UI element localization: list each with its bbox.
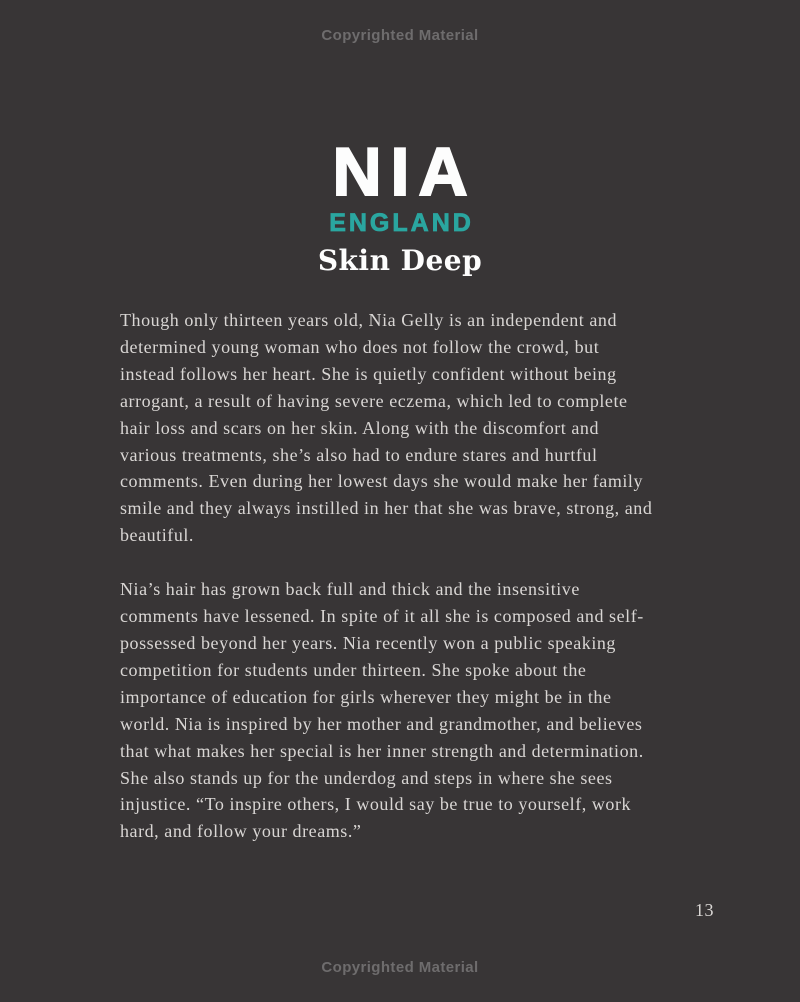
text-line: Though only thirteen years old, Nia Gelly is an independent and [120,310,618,330]
page-number: 13 [695,900,714,920]
text-line: that what makes her special is her inner strength and determination. [120,740,644,761]
text-line: hard, and follow your dreams.” [120,821,362,842]
text-line: importance of education for girls wherever they might be in the [120,686,612,707]
copyright-watermark-bottom: Copyrighted Material [321,959,479,976]
copyright-watermark-top: Copyrighted Material [321,27,479,44]
profile-country-subtitle: ENGLAND [329,209,474,237]
text-line: various treatments, she’s also had to endure stares and hurtful [120,444,598,465]
chapter-title: Skin Deep [317,244,483,277]
text-line: comments have lessened. In spite of it all she is composed and self- [120,606,644,627]
profile-body-text [120,307,720,845]
text-line: determined young woman who does not follow the crowd, but [120,336,600,357]
paragraph-1 [120,307,720,549]
text-line: smile and they always instilled in her that she was brave, strong, and [120,498,653,519]
text-line: comments. Even during her lowest days she would make her family [120,471,644,492]
text-line: possessed beyond her years. Nia recently won a public speaking [120,632,616,653]
text-line: world. Nia is inspired by her mother and grandmother, and believes [120,713,643,734]
text-line: injustice. “To inspire others, I would say be true to yourself, work [120,794,632,815]
text-line: beautiful. [120,525,194,546]
text-line: arrogant, a result of having severe eczema, which led to complete [120,390,628,411]
text-line: She also stands up for the underdog and steps in where she sees [120,767,613,788]
profile-name-title: NIA [332,134,477,210]
paragraph-2 [120,576,720,845]
text-line: Nia’s hair has grown back full and thick and the insensitive [120,579,580,600]
text-line: hair loss and scars on her skin. Along with the discomfort and [120,417,600,438]
text-line: instead follows her heart. She is quietly confident without being [120,363,617,384]
text-line: competition for students under thirteen. She spoke about the [120,659,587,680]
